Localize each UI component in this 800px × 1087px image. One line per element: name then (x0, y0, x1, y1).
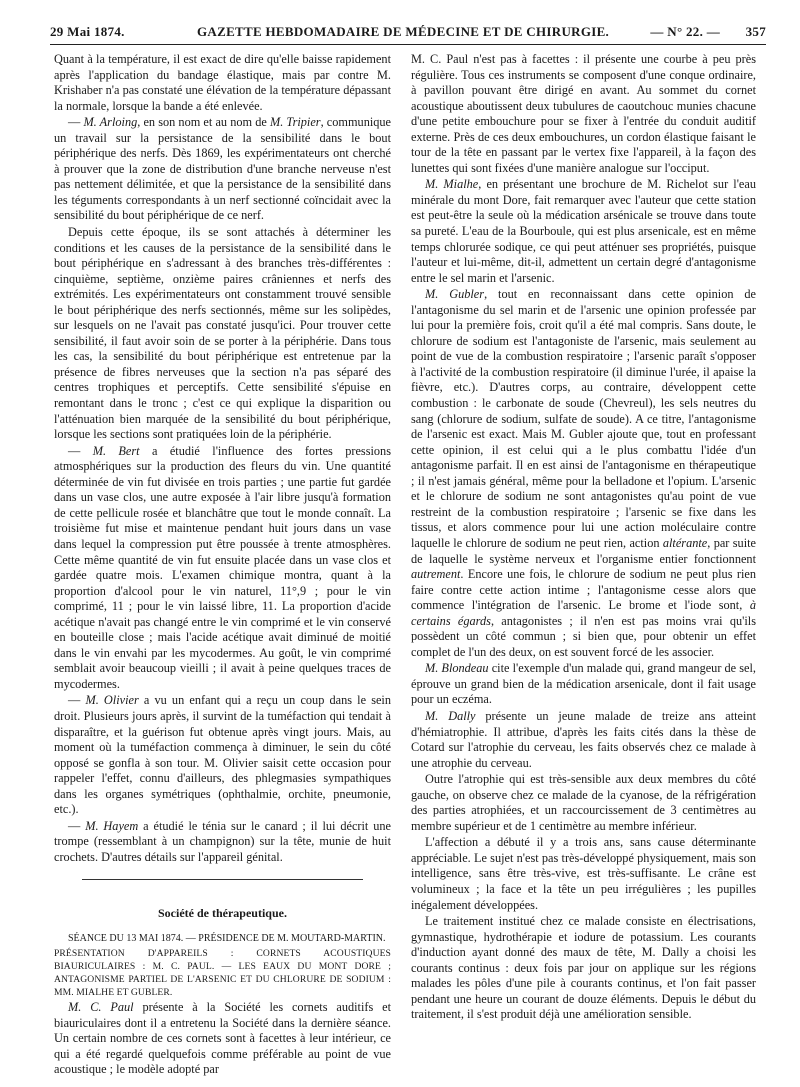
paragraph-text: présente un jeune malade de treize ans atteint d'hémiatrophie. Il attribue, d'après les faits cités dans la thèse de Cotard sur l'atrophie du cerveau, les faits observés chez ce malade à une atrophie du cerveau. (411, 708, 756, 770)
paragraph-blondeau (411, 661, 756, 708)
paragraph-treatment: Le traitement institué chez ce malade consiste en électrisations, gymnastique, hydrothérapie et iodure de potassium. Les courants d'induction ayant donné des maux de tête, M. Dally a choisi les courants continus : deux fois par jour on applique sur les régions malades les pôles d'une pile à courants continus, et l'on fait passer pendant une heure un courant de douze éléments. Depuis le début du traitement, il s'est produit déjà une amélioration sensible. (411, 914, 756, 1022)
paragraph-text: , en son nom et au nom de (137, 115, 270, 130)
speaker-name: M. Dally (425, 708, 476, 723)
speaker-name: M. Tripier (269, 115, 321, 130)
paragraph-text: présente à la Société les cornets auditifs et biauriculaires dont il a entretenu la Société dans la dernière séance. Un certain nombre de ces cornets sont à facettes à leur intérieur, ce qui a été regardé quelquefois comme préférable au point de vue acoustique ; le modèle adopté par (54, 999, 391, 1077)
paragraph-atrophy: Outre l'atrophie qui est très-sensible aux deux membres du côté gauche, on observe chez ce malade de la cyanose, de la réfrigération des parties atrophiées, et un raccourcissement de 3 centimètres au membre supérieur et de 1 centimètre au membre inférieur. (411, 772, 756, 833)
paragraph-text: a étudié le ténia sur le canard ; il lui décrit une trompe (ressemblant à un champignon) sur la tête, munie de huit crochets. D'autres détails sur l'appareil génital. (54, 818, 391, 864)
speaker-name: M. Blondeau (425, 661, 489, 676)
paragraph-dally (411, 709, 756, 771)
paragraph-text: , en présentant une brochure de M. Richelot sur l'eau minérale du mont Dore, fait remarquer avec l'auteur que cette station est peut-être la seule où la médication arsénicale se trouve dans toute sa pureté. L'eau de la Bourboule, qui est plus arsenicale, est en même temps chlorurée sodique, ce qui peut atténuer ses propriétés, puisque l'auteur et lui-même, dit-il, admettent un certain degré d'antagonisme entre le sel marin et l'arsenic. (411, 177, 756, 285)
issue-date: 29 Mai 1874. (50, 24, 125, 39)
paragraph-mialhe (411, 177, 756, 286)
page-header (50, 18, 766, 45)
paragraph-sensibility: Depuis cette époque, ils se sont attachés à déterminer les conditions et les causes de la persistance de la sensibilité dans le bout périphérique en s'adressant à des branches très-différentes : cinquième, septième, onzième paires crâniennes et nerfs des extrémités. Les expérimentateurs ont constamment trouvé sensible le bout périphérique des nerfs sectionnés, même sur les solipèdes, sur lesquels on ne l'avait pas constaté jusqu'ici. Pour trouver cette sensibilité, il faut avoir soin de se porter à la périphérie. Dans tous les cas, la sensibilité du bout périphérique est entretenue par la présence de fibres nerveuses que la section n'a pas séparé des centres trophiques et perceptifs. Cette sensibilité s'épuise en remontant dans le tronc ; c'est ce qui explique la disparition ou l'atténuation bien marquée de la sensibilité du bout périphérique, lorsque les sections sont pratiquées loin de la périphérie. (54, 225, 391, 442)
left-column (54, 52, 391, 1082)
speaker-name: M. Mialhe (425, 177, 479, 192)
speaker-name: M. Arloing (83, 115, 138, 130)
seance-line: SÉANCE DU 13 MAI 1874. — PRÉSIDENCE DE M. MOUTARD-MARTIN. (68, 932, 386, 944)
speaker-name: M. Hayem (85, 818, 139, 833)
society-title: Société de thérapeutique. (158, 906, 287, 921)
speaker-name: M. Olivier (85, 693, 139, 708)
paragraph-olivier: — M. Olivier a vu un enfant qui a reçu un coup dans le sein droit. Plusieurs jours après, il survint de la tuméfaction qui tendait à disparaître, et la guérison fut obtenue après vingt jours. Mais, au moment où la tuméfaction commença à diminuer, le sein du côté opposé se gonfla à son tour. M. Olivier saisit cette occasion pour rappeler l'effet, connu d'ailleurs, des phlegmasies sympathiques dans les organes symétriques (ophthalmie, orchite, pneumonie, etc.). (54, 693, 391, 817)
section-divider (82, 879, 363, 880)
speaker-name: M. Gubler (425, 287, 485, 302)
paragraph-text: . Encore une fois, le chlorure de sodium ne peut plus rien faire contre cette action intime ; l'antagonisme cesse alors que commence l'intégration de l'arsenic. Le brome et l'iode sont, (411, 567, 756, 613)
italic-term: à certains égards (411, 598, 756, 628)
right-column (411, 52, 756, 1082)
speaker-name: M. C. Paul (68, 999, 134, 1014)
paragraph-cornets: M. C. Paul n'est pas à facettes : il présente une courbe à peu près régulière. Tous ces instruments se composent d'une conque ordinaire, à pavillon pouvant être dirigé en avant. Au sommet du cornet acoustique aboutissent deux tubulures de caoutchouc munies chacune d'une petite embouchure pour se fixer à l'entrée du conduit auditif externe. Près de ces deux embouchures, un cordon élastique faisant le tour de la tête en passant par le vertex fixe l'appareil, à la façon des lunettes qui sont fixées d'une manière analogue sur l'occiput. (411, 52, 756, 175)
paragraph-gubler (411, 287, 756, 660)
paragraph-onset: L'affection a débuté il y a trois ans, sans cause déterminante appréciable. Le sujet n'est pas très-développé physiquement, mais son intelligence, sans être très-vive, est très-suffisante. Le crâne est volumineux ; la face et la tête un peu irrégulières ; les pupilles inégalement développées. (411, 835, 756, 912)
paragraph-text: , tout en reconnaissant dans cette opinion de l'antagonisme du sel marin et de l'arsenic une opinion professée par lui pour la première fois, croit qu'il a été mal compris. Sans doute, le chlorure de sodium est l'antagoniste de l'arsenic, mais seulement au point de vue de la combustion respiratoire ; l'arsenic paraît s'opposer à l'activité de la combustion respiratoire (il diminue l'urée, il apaise la fièvre, etc.). D'autres corps, au contraire, développent cette combustion : le carbonate de soude (Chevreul), les sels neutres du sang (chlorure de sodium, sulfate de soude). A ce titre, l'antagonisme de l'arsenic est exact. Mais M. Gubler ajoute que, tout en professant cette opinion, il est celui qui a le plus combattu l'idée d'un antagonisme parfait. Il en est ainsi de l'antagonisme en thérapeutique ; il n'est jamais général, même pour la belladone et l'opium. L'arsenic et le chlorure de sodium ne sont antagonistes qu'au point de vue restreint de la combustion respiratoire ; l'arsenic se fixe dans les tissus, et alors commence pour lui une action moléculaire contre laquelle le chlorure de sodium ne peut rien, action (411, 287, 756, 550)
page-number: 357 (745, 24, 766, 39)
issue-number: — N° 22. — (650, 24, 720, 39)
paragraph-hayem: — M. Hayem a étudié le ténia sur le canard ; il lui décrit une trompe (ressemblant à un champignon) sur la tête, munie de huit crochets. D'autres détails sur l'appareil génital. (54, 818, 391, 864)
paragraph-text: , antagonistes ; il n'en est pas moins vrai qu'ils possèdent un côté commun ; si bien que, pour obtenir un effet complet de l'un des deux, on est souvent forcé de les associer. (411, 613, 756, 659)
paragraph-text: , communique un travail sur la persistance de la sensibilité dans le bout périphérique des nerfs. Dès 1869, les expérimentateurs ont cherché à prouver que la zone de distribution d'une branche nerveuse n'est pas nettement délimitée, et que la persistance de la sensibilité dans les téguments correspondants à un nerf sectionné coïncidait avec la sensibilité du bout périphérique de ce nerf. (54, 115, 391, 223)
paragraph-text: cite l'exemple d'un malade qui, grand mangeur de sel, éprouve un grand bien de la médication arsenicale, dont il fait usage pour un eczéma. (411, 661, 756, 707)
paragraph-bert: — M. Bert a étudié l'influence des fortes pressions atmosphériques sur la production des fleurs du vin. Une quantité déterminée de vin fut divisée en trois parties ; une partie fut gardée dans un vase clos, une autre exposée à l'air libre jusqu'à formation de cette pellicule rosée et blanchâtre que tout le monde connaît. La troisième fut mise et maintenue pendant huit jours dans un vase dans lequel la compression put être poussée à trente atmosphères. Cette même quantité de vin fut ensuite placée dans un vase clos et gardée quatre mois. L'examen chimique montra, quant à la proportion d'alcool pour le vin naturel, 11°,9 ; pour le vin comprimé, 11 ; pour le vin laissé libre, 11. La proportion d'acide acétique n'avait pas changé entre le vin comprimé et le vin conservé en bouteille close ; mais l'acide acétique avait diminué de moitié dans le vin envahi par les mycodermes. Au goût, le vin comprimé semblait avoir beaucoup vieilli ; il avait à peine quelques traces de mycodermes. (54, 443, 391, 691)
session-summary: PRÉSENTATION D'APPAREILS : CORNETS ACOUSTIQUES BIAURICULAIRES : M. C. PAUL. — LES EAUX DU MONT DORE ; ANTAGONISME PARTIEL DE L'ARSENIC ET DU CHLORURE DE SODIUM : MM. MIALHE ET GUBLER. (54, 947, 391, 998)
italic-term: altérante (662, 535, 708, 550)
italic-term: autrement (411, 567, 461, 582)
paragraph-paul (54, 1000, 391, 1078)
journal-title: GAZETTE HEBDOMADAIRE DE MÉDECINE ET DE CHIRURGIE. (197, 24, 610, 39)
speaker-name: M. Bert (92, 443, 140, 458)
paragraph-text: , par suite de laquelle le système nerveux et l'organisme entier fonctionnent (411, 535, 756, 566)
paragraph-temperature: Quant à la température, il est exact de dire qu'elle baisse rapidement après l'application du bandage élastique, mais par contre M. Krishaber n'a pas constaté une élévation de la température dépassant la normale, lorsque la bande a été enlevée. (54, 52, 391, 113)
paragraph-text: a vu un enfant qui a reçu un coup dans le sein droit. Plusieurs jours après, il survint de la tuméfaction qui tendait à disparaître, et la guérison fut obtenue après vingt jours. Mais, au moment où la tuméfaction commença à diminuer, le sein du côté opposé se gonfla à son tour. M. Olivier saisit cette occasion pour rappeler l'effet, connu d'ailleurs, des phlegmasies sympathiques dans les organes symétriques (ophthalmie, orchite, pneumonie, etc.). (54, 693, 391, 817)
paragraph-arloing: — M. Arloing, en son nom et au nom de M. Tripier, communique un travail sur la persistance de la sensibilité dans le bout périphérique des nerfs. Dès 1869, les expérimentateurs ont cherché à prouver que la zone de distribution d'une branche nerveuse n'est pas nettement délimitée, et que la persistance de la sensibilité dans les téguments correspondants à un nerf sectionné coïncidait avec la sensibilité du bout périphérique de ce nerf. (54, 115, 391, 223)
paragraph-text: a étudié l'influence des fortes pressions atmosphériques sur la production des fleurs du vin. Une quantité déterminée de vin fut divisée en trois parties ; une partie fut gardée dans un vase clos, une autre exposée à l'air libre jusqu'à formation de cette pellicule rosée et blanchâtre que tout le monde connaît. La troisième fut mise et maintenue pendant huit jours dans un vase dans lequel la compression put être poussée à trente atmosphères. Cette même quantité de vin fut ensuite placée dans un vase clos et gardée quatre mois. L'examen chimique montra, quant à la proportion d'alcool pour le vin naturel, 11°,9 ; pour le vin comprimé, 11 ; pour le vin laissé libre, 11. La proportion d'acide acétique n'avait pas changé entre le vin comprimé et le vin conservé en bouteille close ; mais l'acide acétique avait diminué de moitié dans le vin envahi par les mycodermes. Au goût, le vin comprimé semblait avoir beaucoup vieilli ; il avait à peine quelques traces de mycodermes. (54, 443, 391, 691)
